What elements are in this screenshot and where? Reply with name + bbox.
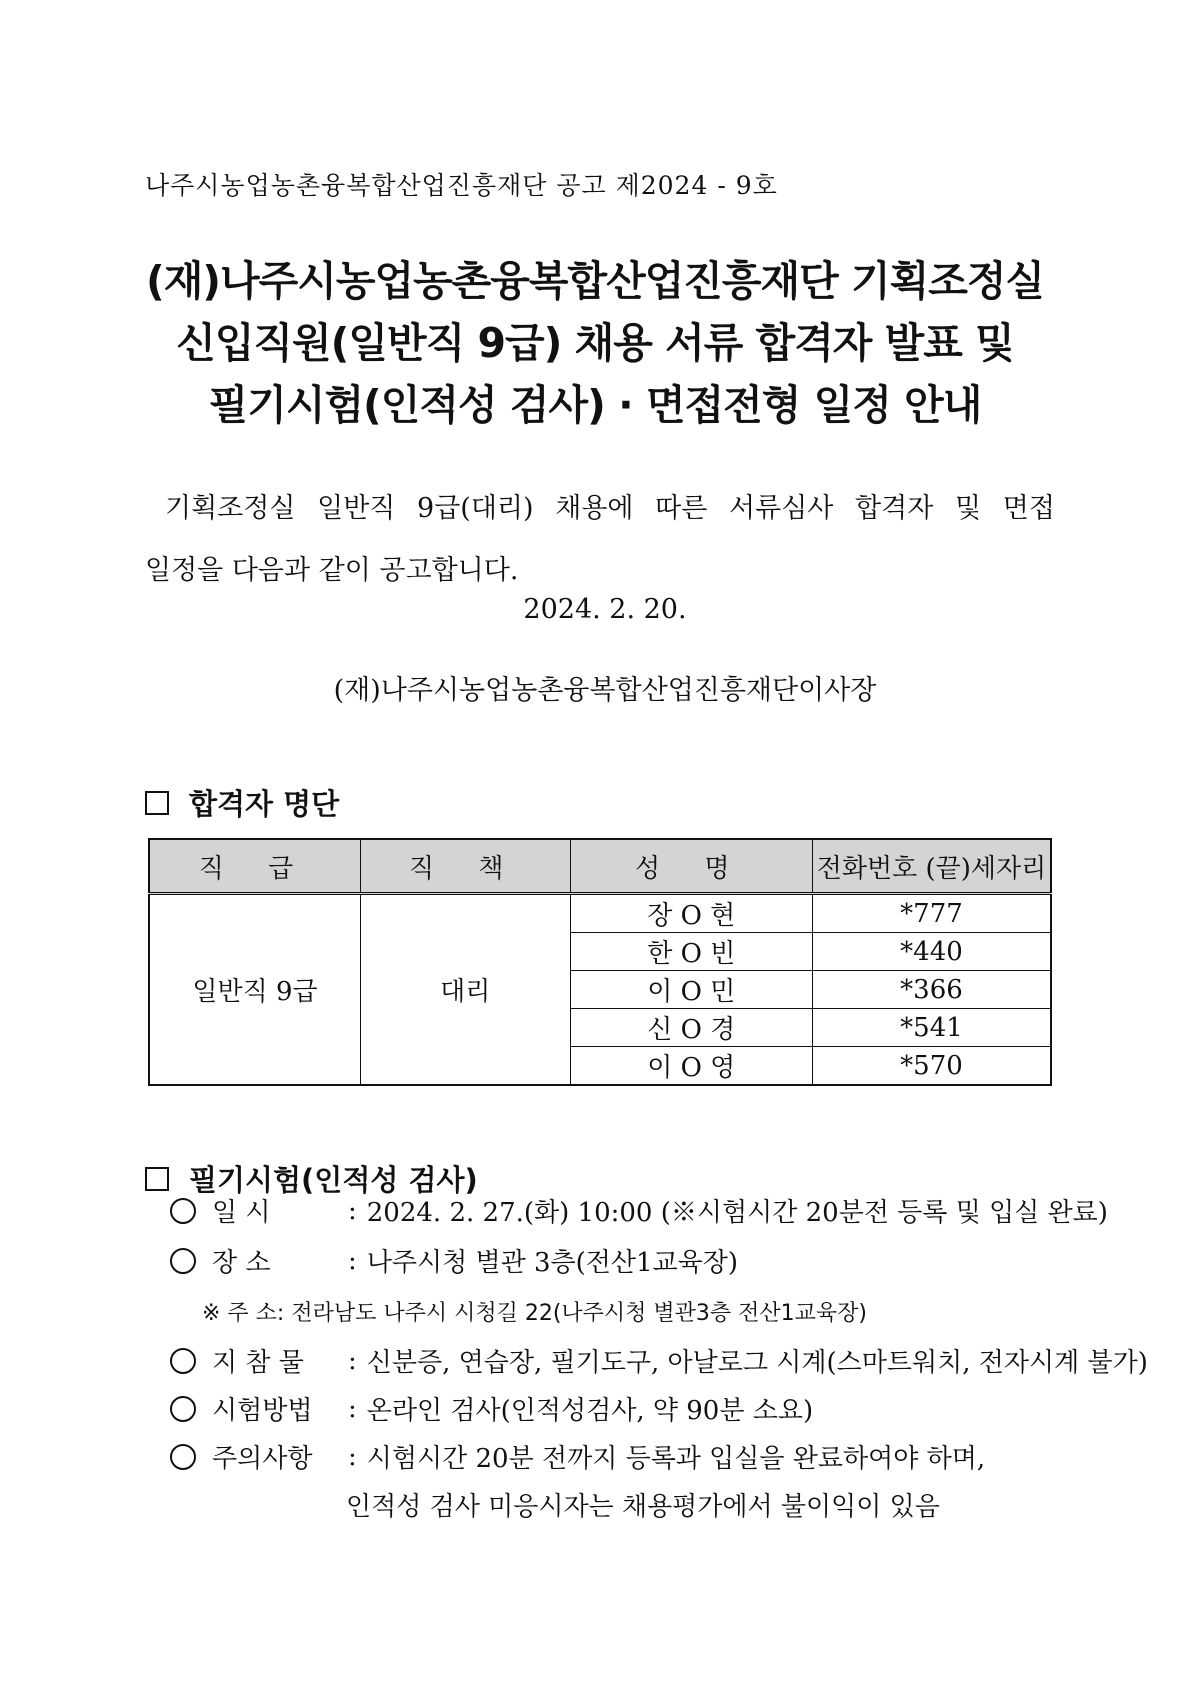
section-heading-passers — [145, 782, 339, 823]
intro-word: 채용에 — [555, 493, 634, 524]
cell-position: 대리 — [361, 894, 571, 1086]
intro-word: 기획조정실 — [165, 493, 296, 524]
cell-grade: 일반직 9급 — [149, 894, 361, 1086]
cell-name: 이 O 영 — [570, 1047, 812, 1086]
circle-bullet-icon — [170, 1348, 196, 1374]
detail-datetime — [170, 1192, 1108, 1229]
detail-label: 주의사항 — [212, 1444, 313, 1474]
detail-label: 시험방법 — [212, 1396, 313, 1426]
intro-line-1 — [145, 478, 1055, 540]
cell-phone: *440 — [812, 933, 1051, 971]
detail-value: 나주시청 별관 3층(전산1교육장) — [366, 1248, 739, 1278]
detail-place — [170, 1242, 738, 1279]
cell-name: 신 O 경 — [570, 1009, 812, 1047]
caution-continuation: 인적성 검사 미응시자는 채용평가에서 불이익이 있음 — [346, 1492, 940, 1522]
detail-label: 지 참 물 — [212, 1348, 304, 1378]
detail-value: 2024. 2. 27.(화) 10:00 (※시험시간 20분전 등록 및 입실 완료) — [366, 1198, 1108, 1228]
colon: : — [348, 1393, 357, 1424]
issuer-name: (재)나주시농업농촌융복합산업진흥재단이사장 — [333, 675, 877, 706]
cell-phone: *777 — [812, 894, 1051, 933]
table-header-row — [149, 839, 1051, 894]
detail-value: 온라인 검사(인적성검사, 약 90분 소요) — [366, 1396, 814, 1426]
detail-label: 장 소 — [212, 1248, 271, 1278]
intro-word: 면접 — [1002, 493, 1055, 524]
detail-label: 일 시 — [212, 1198, 271, 1228]
intro-word: 일반직 — [317, 493, 396, 524]
cell-name: 한 O 빈 — [570, 933, 812, 971]
circle-bullet-icon — [170, 1444, 196, 1470]
header-grade: 직 급 — [149, 839, 361, 894]
cell-name: 장 O 현 — [570, 894, 812, 933]
detail-value: 시험시간 20분 전까지 등록과 입실을 완료하여야 하며, — [366, 1444, 986, 1474]
square-bullet-icon — [145, 1167, 169, 1191]
document-title — [0, 250, 1190, 436]
detail-method — [170, 1390, 813, 1427]
title-line-3: 필기시험(인적성 검사) · 면접전형 일정 안내 — [208, 381, 982, 429]
square-bullet-icon — [145, 791, 169, 815]
cell-name: 이 O 민 — [570, 971, 812, 1009]
header-name: 성 명 — [570, 839, 812, 894]
colon: : — [348, 1195, 357, 1226]
detail-items — [170, 1342, 1148, 1379]
notice-number: 나주시농업농촌융복합산업진흥재단 공고 제2024 - 9호 — [145, 171, 778, 200]
intro-word: 서류심사 — [729, 493, 834, 524]
cell-phone: *366 — [812, 971, 1051, 1009]
section-title: 필기시험(인적성 검사) — [189, 1163, 478, 1197]
cell-phone: *541 — [812, 1009, 1051, 1047]
intro-line-2: 일정을 다음과 같이 공고합니다. — [145, 555, 519, 586]
header-position: 직 책 — [361, 839, 571, 894]
cell-phone: *570 — [812, 1047, 1051, 1086]
passers-table — [148, 838, 1052, 1086]
intro-word: 합격자 — [855, 493, 934, 524]
circle-bullet-icon — [170, 1396, 196, 1422]
circle-bullet-icon — [170, 1198, 196, 1224]
header-phone: 전화번호 (끝)세자리 — [812, 839, 1051, 894]
intro-word: 및 — [954, 493, 982, 524]
colon: : — [348, 1345, 357, 1376]
title-line-2: 신입직원(일반직 9급) 채용 서류 합격자 발표 및 — [176, 319, 1014, 367]
address-note: ※ 주 소: 전라남도 나주시 시청길 22(나주시청 별관3층 전산1교육장) — [202, 1301, 867, 1326]
colon: : — [348, 1441, 357, 1472]
table-row — [149, 894, 1051, 933]
intro-word: 따른 — [655, 493, 708, 524]
section-title: 합격자 명단 — [189, 787, 340, 821]
intro-paragraph — [145, 478, 1055, 602]
colon: : — [348, 1245, 357, 1276]
intro-word: 9급(대리) — [417, 493, 534, 524]
detail-caution — [170, 1438, 985, 1475]
title-line-1: (재)나주시농업농촌융복합산업진흥재단 기획조정실 — [145, 257, 1045, 305]
detail-value: 신분증, 연습장, 필기도구, 아날로그 시계(스마트워치, 전자시계 불가) — [366, 1348, 1148, 1378]
announcement-date: 2024. 2. 20. — [523, 594, 687, 625]
circle-bullet-icon — [170, 1248, 196, 1274]
